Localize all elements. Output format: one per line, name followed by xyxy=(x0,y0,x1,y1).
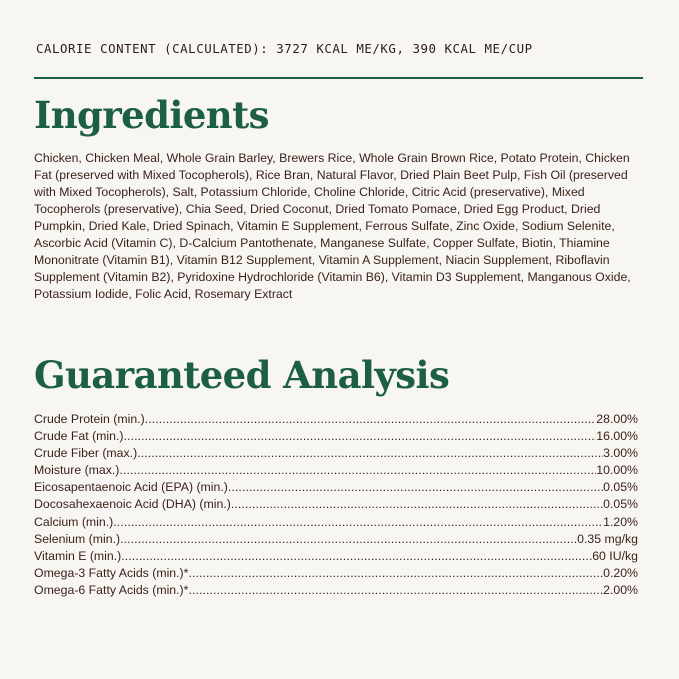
dot-leader xyxy=(188,582,603,599)
analysis-row xyxy=(34,411,638,428)
analysis-value: 0.35 mg/kg xyxy=(577,531,638,546)
dot-leader xyxy=(145,411,597,428)
analysis-row xyxy=(34,462,638,479)
ingredients-heading: Ingredients xyxy=(34,93,269,137)
analysis-value: 2.00% xyxy=(603,582,638,597)
analysis-value: 0.20% xyxy=(603,565,638,580)
analysis-label: Selenium (min.) xyxy=(34,531,121,546)
guaranteed-analysis-table xyxy=(34,411,638,599)
guaranteed-analysis-heading: Guaranteed Analysis xyxy=(34,353,450,397)
analysis-row xyxy=(34,496,638,513)
analysis-label: Eicosapentaenoic Acid (EPA) (min.) xyxy=(34,480,228,495)
analysis-value: 28.00% xyxy=(596,412,638,426)
analysis-value: 0.05% xyxy=(603,480,638,495)
analysis-value: 3.00% xyxy=(603,446,638,461)
analysis-label: Docosahexaenoic Acid (DHA) (min.) xyxy=(34,497,231,512)
dot-leader xyxy=(113,514,603,531)
analysis-row xyxy=(34,445,638,462)
analysis-label: Omega-3 Fatty Acids (min.)* xyxy=(34,565,189,580)
dot-leader xyxy=(120,531,577,548)
analysis-label: Omega-6 Fatty Acids (min.)* xyxy=(34,582,189,597)
analysis-label: Calcium (min.) xyxy=(34,514,114,529)
ingredients-list: Chicken, Chicken Meal, Whole Grain Barley, Brewers Rice, Whole Grain Brown Rice, Potato Protein, Chicken Fat (preserved with Mixed Tocopherols), Rice Bran, Natural Flavor, Dried Plain Beet Pulp, Fish Oil (preserved with Mixed Tocopherols), Salt, Potassium Chloride, Choline Chloride, Citric Acid (preservative), Mixed Tocopherols (preservative), Chia Seed, Dried Coconut, Dried Tomato Pomace, Dried Egg Product, Dried Pumpkin, Dried Kale, Dried Spinach, Vitamin E Supplement, Ferrous Sulfate, Zinc Oxide, Sodium Selenite, Ascorbic Acid (Vitamin C), D-Calcium Pantothenate, Manganese Sulfate, Copper Sulfate, Biotin, Thiamine Mononitrate (Vitamin B1), Vitamin B12 Supplement, Vitamin A Supplement, Niacin Supplement, Riboflavin Supplement (Vitamin B2), Pyridoxine Hydrochloride (Vitamin B6), Vitamin D3 Supplement, Manganous Oxide, Potassium Iodide, Folic Acid, Rosemary Extract xyxy=(34,151,631,301)
dot-leader xyxy=(231,496,603,513)
dot-leader xyxy=(188,565,603,582)
analysis-value: 10.00% xyxy=(596,463,638,478)
analysis-value: 1.20% xyxy=(603,514,638,529)
dot-leader xyxy=(124,428,597,445)
analysis-row xyxy=(34,548,638,565)
analysis-row xyxy=(34,479,638,496)
analysis-value: 16.00% xyxy=(596,429,638,444)
calorie-content: CALORIE CONTENT (CALCULATED): 3727 KCAL ME/KG, 390 KCAL ME/CUP xyxy=(36,41,533,56)
divider-rule xyxy=(34,77,643,79)
analysis-label: Crude Fat (min.) xyxy=(34,429,124,444)
analysis-value: 60 IU/kg xyxy=(592,548,638,563)
analysis-label: Vitamin E (min.) xyxy=(34,548,122,563)
analysis-label: Crude Fiber (max.) xyxy=(34,446,138,461)
dot-leader xyxy=(119,462,596,479)
analysis-row xyxy=(34,531,638,548)
analysis-row xyxy=(34,514,638,531)
analysis-value: 0.05% xyxy=(603,497,638,512)
analysis-row xyxy=(34,565,638,582)
dot-leader xyxy=(137,445,603,462)
analysis-label: Moisture (max.) xyxy=(34,463,120,478)
analysis-row xyxy=(34,582,638,599)
dot-leader xyxy=(121,548,592,565)
analysis-row xyxy=(34,428,638,445)
dot-leader xyxy=(228,479,603,496)
analysis-label: Crude Protein (min.) xyxy=(34,412,145,426)
